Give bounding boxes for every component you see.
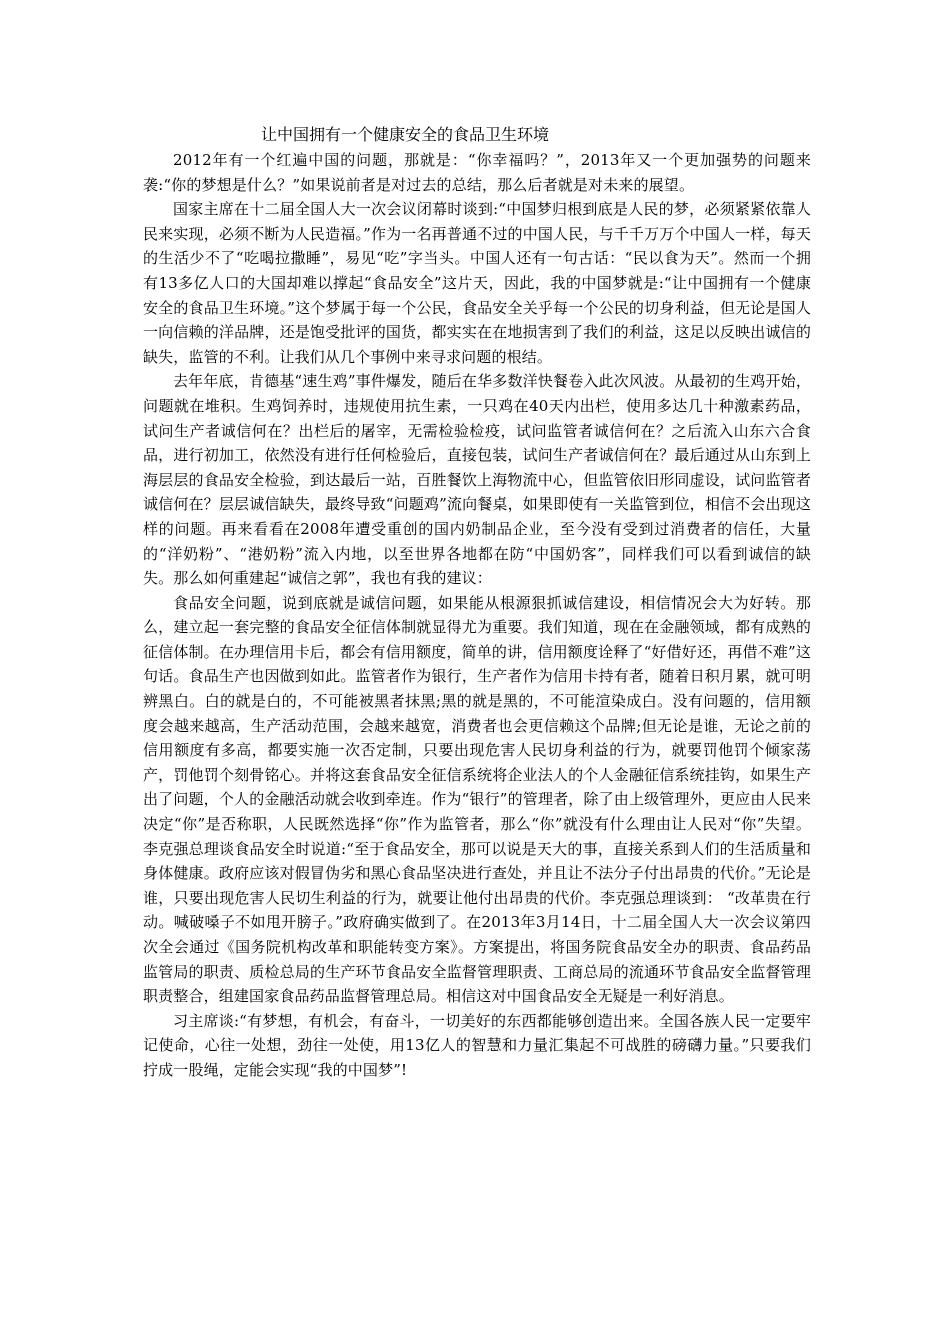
document-page bbox=[143, 122, 811, 1083]
paragraph-credit-system: 食品安全问题，说到底就是诚信问题，如果能从根源狠抓诚信建设，相信情况会大为好转。那么，建立起一套完整的食品安全征信体制就显得尤为重要。我们知道，现在在金融领域，都有成熟的征信体制。在办理信用卡后，都会有信用额度，简单的讲，信用额度诠释了“好借好还，再借不难”这句话。食品生产也因做到如此。监管者作为银行，生产者作为信用卡持有者，随着日积月累，就可明辨黑白。白的就是白的，不可能被黑者抹黑;黑的就是黑的，不可能渲染成白。没有问题的，信用额度会越来越高，生产活动范围，会越来越宽，消费者也会更信赖这个品牌;但无论是谁，无论之前的信用额度有多高，都要实施一次否定制，只要出现危害人民切身利益的行为，就要罚他罚个倾家荡产，罚他罚个刻骨铭心。并将这套食品安全征信系统将企业法人的个人金融征信系统挂钩，如果生产出了问题，个人的金融活动就会收到牵连。作为“银行”的管理者，除了由上级管理外，更应由人民来决定“你”是否称职，人民既然选择“你”作为监管者，那么“你”就没有什么理由让人民对“你”失望。李克强总理谈食品安全时说道:“至于食品安全，那可以说是天大的事，直接关系到人们的生活质量和身体健康。政府应该对假冒伪劣和黑心食品坚决进行查处，并且让不法分子付出昂贵的代价。”无论是谁，只要出现危害人民切生利益的行为，就要让他付出昂贵的代价。李克强总理谈到： “改革贵在行动。喊破嗓子不如甩开膀子。”政府确实做到了。在2013年3月14日，十二届全国人大一次会议第四次全会通过《国务院机构改革和职能转变方案》。方案提出，将国务院食品安全办的职责、食品药品监管局的职责、质检总局的生产环节食品安全监督管理职责、工商总局的流通环节食品安全监督管理职责整合，组建国家食品药品监督管理总局。相信这对中国食品安全无疑是一利好消息。 bbox=[143, 593, 811, 1006]
paragraph-kfc-case: 去年年底，肯德基“速生鸡”事件爆发，随后在华多数洋快餐卷入此次风波。从最初的生鸡开始，问题就在堆积。生鸡饲养时，违规使用抗生素，一只鸡在40天内出栏，使用多达几十种激素药品，试问生产者诚信何在？出栏后的屠宰，无需检验检疫，试问监管者诚信何在？之后流入山东六合食品，进行初加工，依然没有进行任何检验后，直接包装，试问生产者诚信何在？最后通过从山东到上海层层的食品安全检验，到达最后一站，百胜餐饮上海物流中心，但监管依旧形同虚设，试问监管者诚信何在？层层诚信缺失，最终导致“问题鸡”流向餐桌，如果即使有一关监管到位，相信不会出现这样的问题。再来看看在2008年遭受重创的国内奶制品企业，至今没有受到过消费者的信任，大量的“洋奶粉”、“港奶粉”流入内地，以至世界各地都在防“中国奶客”，同样我们可以看到诚信的缺失。那么如何重建起“诚信之郭”，我也有我的建议： bbox=[143, 372, 811, 588]
paragraph-intro: 2012年有一个红遍中国的问题，那就是：“你幸福吗？”，2013年又一个更加强势的问题来袭:“你的梦想是什么？”如果说前者是对过去的总结，那么后者就是对未来的展望。 bbox=[143, 151, 811, 194]
paragraph-chinese-dream: 国家主席在十二届全国人大一次会议闭幕时谈到:“中国梦归根到底是人民的梦，必须紧紧依靠人民来实现，必须不断为人民造福。”作为一名再普通不过的中国人民，与千千万万个中国人一样，每天的生活少不了“吃喝拉撒睡”，易见“吃”字当头。中国人还有一句古话：“民以食为天”。然而一个拥有13多亿人口的大国却难以撑起“食品安全”这片天，因此，我的中国梦就是:“让中国拥有一个健康安全的食品卫生环境。”这个梦属于每一个公民，食品安全关乎每一个公民的切身利益，但无论是国人一向信赖的洋品牌，还是饱受批评的国货，都实实在在地损害到了我们的利益，这足以反映出诚信的缺失，监管的不利。让我们从几个事例中来寻求问题的根结。 bbox=[143, 200, 811, 366]
document-title: 让中国拥有一个健康安全的食品卫生环境 bbox=[261, 125, 550, 144]
paragraph-conclusion: 习主席谈:“有梦想，有机会，有奋斗，一切美好的东西都能够创造出来。全国各族人民一定要牢记使命，心往一处想，劲往一处使，用13亿人的智慧和力量汇集起不可战胜的磅礴力量。”只要我们拧成一股绳，定能会实现“我的中国梦”! bbox=[143, 1011, 811, 1079]
